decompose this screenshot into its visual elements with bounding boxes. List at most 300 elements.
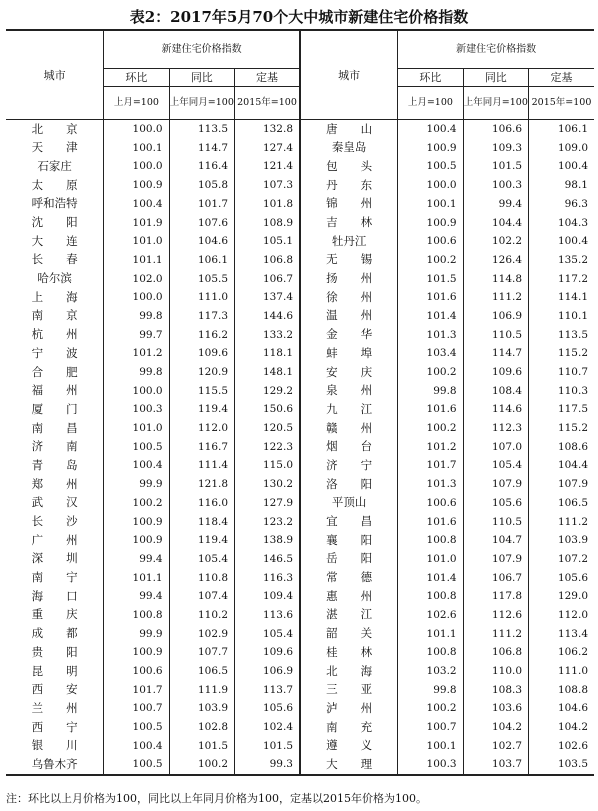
yoy-value: 109.6 [463, 363, 528, 382]
city-name: 宁 波 [31, 345, 78, 360]
mom-value: 100.5 [104, 438, 169, 457]
yoy-value: 106.1 [169, 251, 234, 270]
mom-value: 99.8 [398, 382, 463, 401]
city-name: 温 州 [326, 308, 373, 323]
city-header-right: 城市 [300, 30, 398, 120]
table-row [6, 363, 594, 382]
city-name: 海 口 [31, 588, 78, 603]
city-name: 三 亚 [326, 682, 373, 697]
yoy-value: 100.3 [463, 176, 528, 195]
yoy-value: 111.2 [463, 288, 528, 307]
yoy-value: 102.9 [169, 625, 234, 644]
mom-value: 100.9 [398, 139, 463, 158]
table-row [6, 419, 594, 438]
city-name: 济 南 [31, 439, 78, 454]
table-row [6, 344, 594, 363]
yoy-value: 102.2 [463, 232, 528, 251]
mom-value: 100.9 [104, 176, 169, 195]
yoy-value: 105.8 [169, 176, 234, 195]
mom-value: 100.2 [104, 494, 169, 513]
base-value: 133.2 [235, 326, 300, 345]
yoy-value: 111.4 [169, 456, 234, 475]
city-name: 广 州 [31, 532, 78, 547]
base-value: 99.3 [235, 755, 300, 775]
table-row [6, 382, 594, 401]
mom-value: 101.4 [398, 307, 463, 326]
mom-value: 100.3 [104, 400, 169, 419]
mom-value: 100.6 [398, 494, 463, 513]
base-value: 122.3 [235, 438, 300, 457]
base-value: 135.2 [529, 251, 594, 270]
mom-value: 99.8 [398, 681, 463, 700]
mom-value: 101.0 [398, 550, 463, 569]
mom-value: 100.2 [398, 251, 463, 270]
city-name: 桂 林 [326, 644, 373, 659]
mom-value: 99.9 [104, 475, 169, 494]
mom-value: 100.6 [398, 232, 463, 251]
base-value: 117.5 [529, 400, 594, 419]
city-name: 无 锡 [326, 252, 373, 267]
base-value: 113.7 [235, 681, 300, 700]
mom-value: 99.8 [104, 363, 169, 382]
mom-value: 101.0 [104, 232, 169, 251]
yoy-value: 114.8 [463, 270, 528, 289]
mom-value: 101.1 [104, 569, 169, 588]
yoy-value: 109.3 [463, 139, 528, 158]
yoy-value: 101.7 [169, 195, 234, 214]
base-value: 101.5 [235, 737, 300, 756]
base-header-left: 定基 [235, 69, 300, 87]
yoy-value: 104.2 [463, 718, 528, 737]
base-value: 130.2 [235, 475, 300, 494]
yoy-value: 103.6 [463, 699, 528, 718]
mom-value: 100.7 [104, 699, 169, 718]
yoy-value: 107.0 [463, 438, 528, 457]
mom-value: 99.7 [104, 326, 169, 345]
city-name: 烟 台 [326, 439, 373, 454]
base-value: 107.2 [529, 550, 594, 569]
yoy-value: 104.7 [463, 531, 528, 550]
table-row [6, 699, 594, 718]
mom-value: 101.7 [104, 681, 169, 700]
yoy-value: 111.2 [463, 625, 528, 644]
table-body [6, 120, 594, 776]
city-name: 上 海 [31, 289, 78, 304]
yoy-value: 105.5 [169, 270, 234, 289]
mom-value: 100.0 [104, 157, 169, 176]
city-name: 石家庄 [37, 158, 72, 173]
yoy-value: 105.6 [463, 494, 528, 513]
base-value: 129.0 [529, 587, 594, 606]
table-row [6, 587, 594, 606]
table-row [6, 232, 594, 251]
base-value: 105.6 [529, 569, 594, 588]
city-name: 宜 昌 [326, 514, 373, 529]
yoy-value: 104.4 [463, 213, 528, 232]
mom-value: 100.9 [398, 213, 463, 232]
base-value: 138.9 [235, 531, 300, 550]
mom-value: 101.9 [104, 213, 169, 232]
base-value: 110.7 [529, 363, 594, 382]
mom-value: 101.3 [398, 326, 463, 345]
city-name: 吉 林 [326, 215, 373, 230]
base-value: 102.4 [235, 718, 300, 737]
mom-value: 100.9 [104, 531, 169, 550]
yoy-value: 110.2 [169, 606, 234, 625]
yoy-value: 103.9 [169, 699, 234, 718]
table-row [6, 643, 594, 662]
city-name: 洛 阳 [326, 476, 373, 491]
base-value: 96.3 [529, 195, 594, 214]
base-value: 148.1 [235, 363, 300, 382]
yoy-value: 107.6 [169, 213, 234, 232]
table-row [6, 270, 594, 289]
yoy-value: 106.6 [463, 120, 528, 139]
group-header-right: 新建住宅价格指数 [398, 30, 594, 69]
yoy-value: 105.4 [169, 550, 234, 569]
city-name: 合 肥 [31, 364, 78, 379]
city-name: 哈尔滨 [37, 271, 72, 286]
city-name: 蚌 埠 [326, 345, 373, 360]
table-row [6, 662, 594, 681]
yoy-value: 106.5 [169, 662, 234, 681]
table-row [6, 606, 594, 625]
city-name: 泉 州 [326, 383, 373, 398]
mom-value: 101.2 [104, 344, 169, 363]
city-name: 韶 关 [326, 626, 373, 641]
mom-value: 100.0 [104, 120, 169, 139]
mom-value: 100.5 [104, 755, 169, 775]
base-value: 114.1 [529, 288, 594, 307]
base-value: 106.5 [529, 494, 594, 513]
yoy-base-right: 上年同月=100 [463, 87, 528, 120]
city-name: 太 原 [31, 177, 78, 192]
yoy-value: 116.2 [169, 326, 234, 345]
city-name: 襄 阳 [326, 532, 373, 547]
city-name: 呼和浩特 [31, 196, 78, 211]
table-row [6, 251, 594, 270]
base-value: 107.3 [235, 176, 300, 195]
base-value: 106.2 [529, 643, 594, 662]
base-value: 105.1 [235, 232, 300, 251]
mom-value: 100.4 [104, 456, 169, 475]
base-value: 106.7 [235, 270, 300, 289]
mom-value: 100.5 [104, 718, 169, 737]
mom-value: 100.8 [104, 606, 169, 625]
city-name: 贵 阳 [31, 644, 78, 659]
mom-value: 101.5 [398, 270, 463, 289]
mom-value: 101.1 [398, 625, 463, 644]
mom-value: 101.2 [398, 438, 463, 457]
base-value: 108.9 [235, 213, 300, 232]
base-value: 100.4 [529, 157, 594, 176]
mom-value: 100.0 [104, 288, 169, 307]
table-row [6, 718, 594, 737]
base-value: 144.6 [235, 307, 300, 326]
base-value: 118.1 [235, 344, 300, 363]
base-value: 127.4 [235, 139, 300, 158]
mom-value: 100.2 [398, 419, 463, 438]
mom-value: 100.7 [398, 718, 463, 737]
base-value: 108.6 [529, 438, 594, 457]
city-name: 包 头 [326, 158, 373, 173]
city-name: 厦 门 [31, 401, 78, 416]
yoy-value: 102.7 [463, 737, 528, 756]
yoy-value: 104.6 [169, 232, 234, 251]
mom-value: 103.4 [398, 344, 463, 363]
base-value: 123.2 [235, 512, 300, 531]
yoy-value: 119.4 [169, 400, 234, 419]
city-name: 秦皇岛 [331, 140, 367, 155]
yoy-value: 116.0 [169, 494, 234, 513]
table-row [6, 438, 594, 457]
table-row [6, 531, 594, 550]
table-row [6, 195, 594, 214]
city-header-left: 城市 [6, 30, 104, 120]
mom-value: 102.6 [398, 606, 463, 625]
mom-value: 100.4 [398, 120, 463, 139]
mom-value: 100.4 [104, 195, 169, 214]
yoy-value: 110.5 [463, 326, 528, 345]
yoy-value: 112.0 [169, 419, 234, 438]
city-name: 唐 山 [326, 121, 373, 136]
yoy-value: 117.3 [169, 307, 234, 326]
city-name: 惠 州 [326, 588, 373, 603]
yoy-value: 111.9 [169, 681, 234, 700]
mom-value: 100.9 [104, 512, 169, 531]
yoy-value: 113.5 [169, 120, 234, 139]
table-row [6, 681, 594, 700]
city-name: 扬 州 [326, 271, 373, 286]
base-value: 113.6 [235, 606, 300, 625]
city-name: 重 庆 [31, 607, 78, 622]
mom-value: 99.4 [104, 587, 169, 606]
base-value: 129.2 [235, 382, 300, 401]
mom-value: 99.8 [104, 307, 169, 326]
city-name: 长 春 [31, 252, 78, 267]
base-value: 104.4 [529, 456, 594, 475]
city-name: 昆 明 [31, 663, 78, 678]
yoy-value: 102.8 [169, 718, 234, 737]
yoy-value: 101.5 [463, 157, 528, 176]
mom-value: 101.7 [398, 456, 463, 475]
city-name: 大 连 [31, 233, 78, 248]
yoy-value: 117.8 [463, 587, 528, 606]
yoy-value: 110.5 [463, 512, 528, 531]
city-name: 徐 州 [326, 289, 373, 304]
table-row [6, 326, 594, 345]
yoy-value: 114.7 [169, 139, 234, 158]
mom-header-right: 环比 [398, 69, 463, 87]
base-value: 111.0 [529, 662, 594, 681]
mom-value: 100.1 [398, 737, 463, 756]
base-value: 110.3 [529, 382, 594, 401]
base-value: 102.6 [529, 737, 594, 756]
base-value: 100.4 [529, 232, 594, 251]
base-value: 117.2 [529, 270, 594, 289]
yoy-value: 121.8 [169, 475, 234, 494]
yoy-value: 109.6 [169, 344, 234, 363]
city-name: 丹 东 [326, 177, 373, 192]
table-row [6, 625, 594, 644]
base-value: 115.2 [529, 419, 594, 438]
yoy-value: 103.7 [463, 755, 528, 775]
yoy-value: 110.0 [463, 662, 528, 681]
base-value: 106.8 [235, 251, 300, 270]
yoy-value: 108.4 [463, 382, 528, 401]
yoy-value: 107.4 [169, 587, 234, 606]
base-value: 120.5 [235, 419, 300, 438]
mom-value: 100.3 [398, 755, 463, 775]
mom-value: 101.6 [398, 288, 463, 307]
base-value: 112.0 [529, 606, 594, 625]
city-name: 济 宁 [326, 457, 373, 472]
yoy-value: 114.7 [463, 344, 528, 363]
mom-value: 99.9 [104, 625, 169, 644]
city-name: 沈 阳 [31, 215, 78, 230]
base-value: 146.5 [235, 550, 300, 569]
yoy-value: 107.9 [463, 550, 528, 569]
city-name: 岳 阳 [326, 551, 373, 566]
base-value: 101.8 [235, 195, 300, 214]
city-name: 南 宁 [31, 570, 78, 585]
base-value: 121.4 [235, 157, 300, 176]
city-name: 西 安 [31, 682, 78, 697]
mom-value: 100.0 [398, 176, 463, 195]
mom-value: 100.1 [104, 139, 169, 158]
mom-value: 101.4 [398, 569, 463, 588]
yoy-value: 112.6 [463, 606, 528, 625]
yoy-value: 114.6 [463, 400, 528, 419]
base-value: 109.4 [235, 587, 300, 606]
yoy-value: 116.7 [169, 438, 234, 457]
base-value: 108.8 [529, 681, 594, 700]
base-value: 105.4 [235, 625, 300, 644]
city-name: 金 华 [326, 327, 373, 342]
table-row [6, 400, 594, 419]
yoy-base-left: 上年同月=100 [169, 87, 234, 120]
base-value: 113.5 [529, 326, 594, 345]
yoy-header-left: 同比 [169, 69, 234, 87]
table-row [6, 120, 594, 139]
yoy-value: 107.7 [169, 643, 234, 662]
table-row [6, 512, 594, 531]
table-row [6, 755, 594, 775]
mom-value: 100.4 [104, 737, 169, 756]
base-value: 115.2 [529, 344, 594, 363]
city-name: 南 充 [326, 719, 373, 734]
base-value: 107.9 [529, 475, 594, 494]
yoy-value: 118.4 [169, 512, 234, 531]
yoy-value: 105.4 [463, 456, 528, 475]
mom-value: 102.0 [104, 270, 169, 289]
mom-value: 100.9 [104, 643, 169, 662]
base-value: 104.3 [529, 213, 594, 232]
table-row [6, 475, 594, 494]
city-name: 常 德 [326, 570, 373, 585]
base-value: 106.1 [529, 120, 594, 139]
footnote: 注：环比以上月价格为100，同比以上年同月价格为100，定基以2015年价格为100。 [6, 792, 427, 805]
table-row [6, 494, 594, 513]
city-name: 赣 州 [326, 420, 373, 435]
city-name: 遵 义 [326, 738, 373, 753]
base-base-right: 2015年=100 [529, 87, 594, 120]
city-name: 南 昌 [31, 420, 78, 435]
yoy-value: 112.3 [463, 419, 528, 438]
base-value: 103.5 [529, 755, 594, 775]
city-name: 福 州 [31, 383, 78, 398]
mom-value: 100.6 [104, 662, 169, 681]
base-value: 116.3 [235, 569, 300, 588]
table-row [6, 456, 594, 475]
yoy-value: 119.4 [169, 531, 234, 550]
table-row [6, 176, 594, 195]
city-name: 湛 江 [326, 607, 373, 622]
mom-value: 101.6 [398, 512, 463, 531]
table-row [6, 569, 594, 588]
mom-value: 100.5 [398, 157, 463, 176]
table-row [6, 288, 594, 307]
mom-value: 101.0 [104, 419, 169, 438]
yoy-value: 111.0 [169, 288, 234, 307]
yoy-value: 107.9 [463, 475, 528, 494]
mom-value: 101.3 [398, 475, 463, 494]
mom-value: 100.8 [398, 643, 463, 662]
yoy-value: 110.8 [169, 569, 234, 588]
group-header-left: 新建住宅价格指数 [104, 30, 300, 69]
base-value: 115.0 [235, 456, 300, 475]
city-name: 银 川 [31, 738, 78, 753]
mom-value: 100.1 [398, 195, 463, 214]
table-row [6, 307, 594, 326]
yoy-value: 126.4 [463, 251, 528, 270]
yoy-value: 116.4 [169, 157, 234, 176]
base-value: 109.6 [235, 643, 300, 662]
city-name: 锦 州 [326, 196, 373, 211]
mom-value: 100.2 [398, 363, 463, 382]
base-value: 132.8 [235, 120, 300, 139]
table-row [6, 737, 594, 756]
base-value: 104.2 [529, 718, 594, 737]
base-value: 113.4 [529, 625, 594, 644]
table-row [6, 139, 594, 158]
city-name: 郑 州 [31, 476, 78, 491]
base-value: 105.6 [235, 699, 300, 718]
table-row [6, 550, 594, 569]
yoy-value: 99.4 [463, 195, 528, 214]
base-value: 111.2 [529, 512, 594, 531]
city-name: 北 京 [31, 121, 78, 136]
city-name: 成 都 [31, 626, 78, 641]
base-value: 150.6 [235, 400, 300, 419]
city-name: 乌鲁木齐 [6, 755, 104, 775]
yoy-value: 101.5 [169, 737, 234, 756]
city-name: 青 岛 [31, 457, 78, 472]
table-title: 表2：2017年5月70个大中城市新建住宅价格指数 [129, 8, 469, 26]
table-row [6, 157, 594, 176]
base-value: 110.1 [529, 307, 594, 326]
mom-value: 100.8 [398, 587, 463, 606]
city-name: 深 圳 [31, 551, 78, 566]
base-value: 109.0 [529, 139, 594, 158]
yoy-value: 115.5 [169, 382, 234, 401]
yoy-value: 120.9 [169, 363, 234, 382]
base-value: 106.9 [235, 662, 300, 681]
table-row [6, 213, 594, 232]
city-name: 大 理 [300, 755, 398, 775]
city-name: 牡丹江 [331, 233, 367, 248]
base-value: 104.6 [529, 699, 594, 718]
